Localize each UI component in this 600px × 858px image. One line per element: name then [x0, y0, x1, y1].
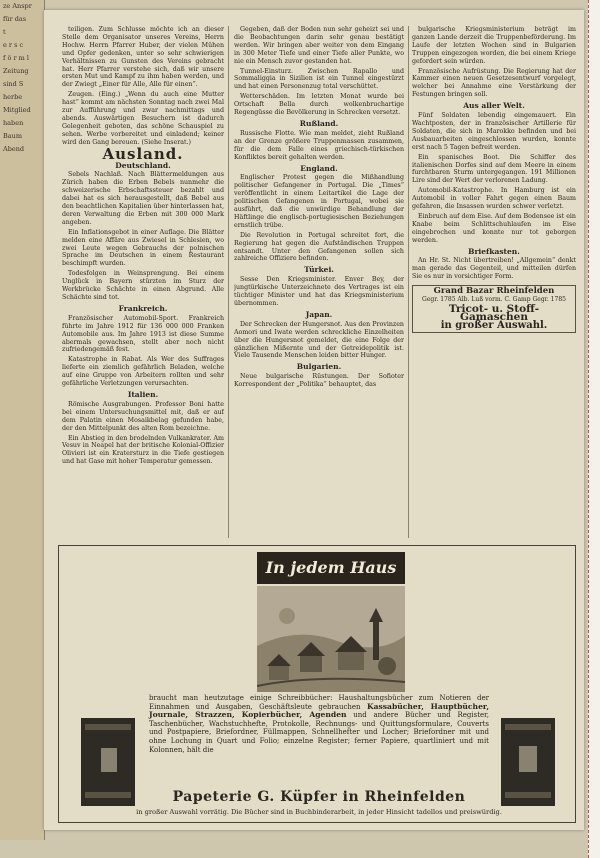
stationery-advertisement	[58, 545, 576, 823]
article: Ein Inflationsgebot in einer Auflage. Die Blätter melden eine Affäre aus Zwiesel in Schlesien, wo zwei Leute wegen Gebrauchs der polnischen Sprache im Deutschen in einem Restaurant beschimpft wurden.	[62, 228, 224, 268]
village-illustration	[257, 586, 405, 692]
article: Tunnel-Einsturz. Zwischen Rapallo und Sommaliggia in Sizilien ist ein Tunnel eingestürzt und hat einen Personenzug total verschüttet.	[234, 67, 404, 91]
page-edge	[588, 0, 600, 858]
article: Neue bulgarische Rüstungen. Der Sofioter Korrespondent der „Politika“ behauptet, das	[234, 373, 404, 389]
ad-body-more: und andere Bücher und Register, Taschenbücher, Wachstuchhefte, Protokolle, Rechnungs- und Quittungsformulare, Couverts und Postpapiere, Briefordner, Füllmappen, Schnellhefter und Locher; Briefordner mit und ohne Lochung in Quart und Folio; einzelne Register; ferner Papiere, quartliniert und mit Kolonnen, hält die	[149, 711, 489, 754]
column-2	[234, 26, 404, 538]
ad-headline: In jedem Haus	[257, 552, 405, 584]
strip-line: sind S	[3, 80, 24, 88]
book-right-icon	[497, 716, 559, 808]
subheading-world: Aus aller Welt.	[463, 101, 525, 111]
article: Ein Abstieg in den brodelnden Vulkankrater. Am Vesuv in Neapel hat der britische Kolonial-Offizier Olivieri ist ein Kratersturz in die Tiefe gestiegen und hat Gase mit hoher Temperatur gemessen.	[62, 434, 224, 466]
section-heading: Ausland.	[102, 144, 184, 163]
article: Todesfolgen in Weinsprengung. Bei einem Unglück in Bayern stürzten im Sturz der Werkbrücke Schächte in einen Abgrund. Alle Schächte sind tot.	[62, 270, 224, 301]
strip-line: e r s c	[3, 41, 24, 49]
article: Automobil-Katastrophe. In Hamburg ist ein Automobil in voller Fahrt gegen einen Baum gefahren, die Insassen wurden schwer verletzt.	[412, 187, 576, 211]
bazar-advertisement	[412, 285, 576, 333]
newspaper-sheet	[44, 10, 584, 830]
subheading-turkey: Türkei.	[304, 265, 334, 275]
column-rule	[228, 26, 229, 538]
strip-line: Abend	[3, 145, 25, 153]
article: Römische Ausgrabungen. Professor Boni hatte bei einem Untersuchungsmittel mit, daß er auf dem Palatin einen Mosaikbelag gefunden habe, der den Mittelpunkt des alten Rom bezeichne.	[62, 400, 224, 432]
subheading-russia: Rußland.	[299, 118, 339, 128]
subheading-italy: Italien.	[127, 389, 159, 399]
previous-page-strip	[0, 0, 45, 840]
intro-paragraph: teiligen. Zum Schlusse möchte ich an dieser Stelle dem Organisator unseres Vereins, Herrn Hochw. Herrn Pfarrer Huber, der vielen Mühen und Opfer gedenken, unter so sehr schwierigen Verhältnissen zu Gunsten des Vereins gebracht hat. Herr Pfarrer verstehe sich, daß wir unsere ersten Mut und Kampf zu ihm haben werden, und der Zwiegt „Einer für Alle, Alle für einen“.	[62, 26, 224, 89]
firm-note: in großer Auswahl vorrätig. Die Bücher sind in Buchbinderarbeit, in jeder Hinsicht tadellos und preiswürdig.	[136, 808, 502, 816]
strip-line: t	[3, 28, 6, 36]
subheading-england: England.	[300, 163, 338, 173]
strip-line: Baum	[3, 132, 23, 140]
article: Gegeben, daß der Boden nun sehr geheizt sei und die Beobachtungen darin sehr genau bestätigt werden. Wir bringen aber weiter von dem Eingang in 300 Meter Tiefe und einer Tiefe aller Punkte, wo nie ein Mensch zuvor gestanden hat.	[234, 26, 404, 65]
column-1	[62, 26, 224, 538]
article: Die Revolution in Portugal schreitet fort, die Regierung hat gegen die Aufständischen Truppen entsandt. Unter den Gefangenen sollen sich zahlreiche Offiziere befinden.	[234, 231, 404, 263]
strip-line: ze Anspr	[3, 2, 32, 10]
ad-body-items: Kassabücher, Hauptbücher, Journale, Strazzen, Kopierbücher, Agenden	[149, 701, 490, 720]
column-rule	[408, 26, 409, 538]
article: Fünf Soldaten lebendig eingemauert. Ein Wachtposten, der in französischer Artillerie für Soldaten, die sich in Marokko befinden und bei Ausbauarbeiten eingeschlossen wurden, konnte erst nach 5 Tagen befreit werden.	[412, 112, 576, 151]
firm-name: Papeterie G. Küpfer in Rheinfelden	[172, 789, 466, 805]
subheading-japan: Japan.	[305, 309, 333, 319]
ad-product-note: in großer Auswahl.	[440, 319, 548, 331]
village-illustration-icon	[257, 586, 405, 692]
ad-body	[149, 694, 489, 754]
article: Russische Flotte. Wie man meldet, zieht Rußland an der Grenze größere Truppenmassen zusammen, für die dem Falle eines griechisch-türkischen Konfliktes bereit gehalten werden.	[234, 129, 404, 161]
subheading-letters: Briefkasten.	[468, 246, 520, 256]
strip-line: für das	[3, 15, 27, 23]
ad-store-address: Gegr. 1785 Alb. Luß vorm. C. Gamp Gegr. 1785	[422, 296, 566, 304]
subheading-france: Frankreich.	[118, 303, 168, 313]
subheading-bulgaria: Bulgarien.	[296, 362, 342, 372]
article: Sebels Nachlaß. Nach Blättermeldungen aus Zürich haben die Erben Bebels nunmehr die schweizerische Erbschaftssteuer bezahlt und dabei hat es sich herausgestellt, daß Bebel aus den beachtlichen Kapitalien über hinterlassen hat, deren Verwaltung die Erben mit 300 000 Mark angeben.	[62, 171, 224, 226]
strip-line: Zeitung	[3, 67, 29, 75]
strip-line: f ö r m l	[3, 54, 29, 62]
ad-product: Tricot- u. Stoff-Gamaschen	[448, 303, 540, 323]
article: Französische Aufrüstung. Die Regierung hat der Kammer einen neuen Gesetzesentwurf vorgelegt, welcher bei Annahme eine Verstärkung der Festungen bringen soll.	[412, 67, 576, 99]
article: An Hr. St. Nicht übertreiben! „Allgemein“ denkt man gerade das Gegenteil, und mitteilen dürfen Sie es nur in vorsichtiger Form.	[412, 257, 576, 281]
ad-store-name: Grand Bazar Rheinfelden	[433, 286, 555, 297]
article: bulgarische Kriegsministerium beträgt im ganzen Lande derzeit die Truppenbeförderung. Im Laufe der letzten Wochen sind in Bulgarien Truppen eingezogen worden, die bei einem Kriege gefordert sein würden.	[412, 26, 576, 65]
article: Katastrophe in Rabat. Als Wer des Suffrages lieferte ein ziemlich gefährlich Beladen, welche auf eine Gruppe von Arbeitern rollten und sehr gefährliche Verletzungen verursachten.	[62, 356, 224, 388]
article: Sesse Den Kriegsminister. Enver Bey, der jungtürkische Unterzeichnete des Vertrages ist ein tüchtiger Minister und hat das Kriegsministerium übernommen.	[234, 276, 404, 307]
subheading-germany: Deutschland.	[115, 160, 171, 170]
article: Ein spanisches Boot. Die Schiffer des italienischen Dorfes sind auf dem Meere in einem furchtbaren Sturm untergegangen. 191 Millionen Lire sind der Wert der verlorenen Ladung.	[412, 153, 576, 185]
article: Englischer Protest gegen die Mißhandlung politischer Gefangener in Portugal. Die „Times“ veröffentlicht in einem Leitartikel die Lage der politischen Gefangenen in Portugal, wobei sie ausführt, daß die unwürdige Behandlung der Häftlinge die englisch-portugiesischen Beziehungen ernstlich trübe.	[234, 174, 404, 229]
article: Der Schrecken der Hungersnot. Aus den Provinzen Aomori und Iwate werden schreckliche Einzelheiten über die Hungersnot gemeldet, die eine Folge der gänzlichen Mißernte und der Getreidepolitik ist. Viele Tausende Menschen leiden bitter Hunger.	[234, 320, 404, 360]
strip-line: Mitglied	[3, 106, 31, 114]
strip-line: haben	[3, 119, 24, 127]
column-3	[412, 26, 576, 538]
article: Einbruch auf dem Eise. Auf dem Bodensee ist ein Knabe beim Schlittschuhlaufen im Eise eingebrochen und konnte nur tot geborgen werden.	[412, 212, 576, 244]
strip-line: herbe	[3, 93, 23, 101]
article: Französischer Automobil-Sport. Frankreich führte im Jahre 1912 für 136 000 000 Franken Automobile aus. Im Jahre 1913 ist diese Summe abermals gewachsen, stellt aber noch nicht zufriedengemäß fest.	[62, 314, 224, 354]
notice-paragraph: Zeugen. (Eing.) „Wenn du auch eine Mutter hast“ kommt am nächsten Sonntag nach zwei Mal zur Aufführung und zwar nachmittags und abends. Auswärtigen Besuchern ist dadurch Gelegenheit geboten, das schöne Schauspiel zu sehen. Werbe vorbereitet und einladend; keiner wird den Gang bereuen. (Siehe Inserat.)	[62, 91, 224, 146]
book-left-icon	[77, 716, 139, 808]
article: Wetterschäden. Im letzten Monat wurde bei Ortschaft Bella durch wolkenbruchartige Regengüsse die Bevölkerung in Schrecken versetzt.	[234, 93, 404, 117]
ad-body-intro: braucht man heutzutage einige Schreibbücher: Haushaltungsbücher zum Notieren der Einnahmen und Ausgaben, Geschäftsleute gebrauchen	[149, 694, 489, 711]
